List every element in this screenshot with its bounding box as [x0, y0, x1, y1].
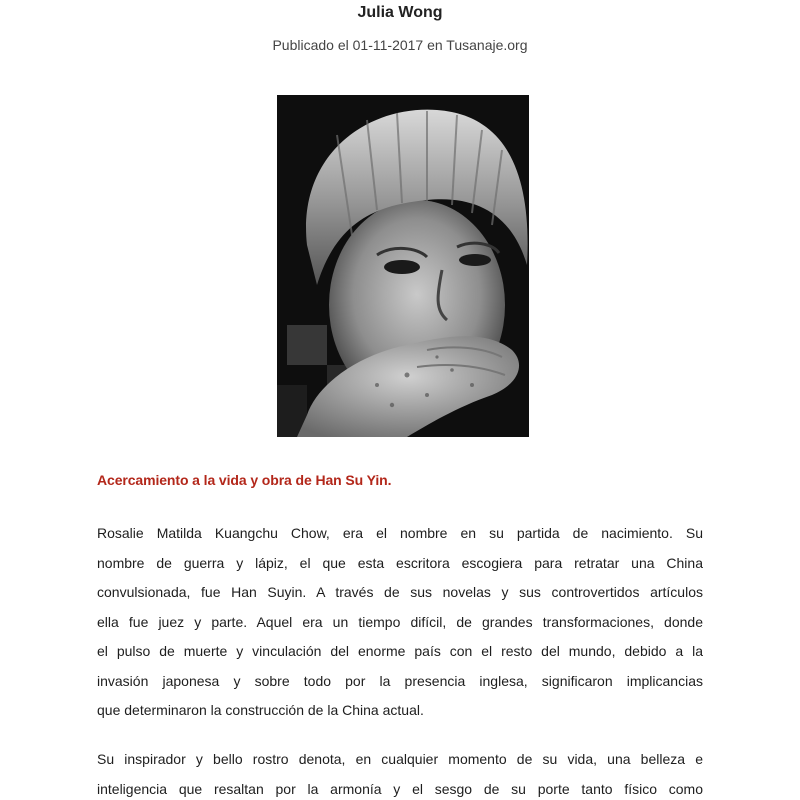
author-name: Julia Wong: [357, 4, 443, 21]
paragraph-line: que determinaron la construcción de la China actual.: [97, 702, 424, 718]
paragraph-line: Su inspirador y bello rostro denota, en cualquier momento de su vida, una belleza e: [97, 751, 703, 767]
paragraph-line: ella fue juez y parte. Aquel era un tiempo difícil, de grandes transformaciones, donde: [97, 613, 703, 630]
article-subtitle: Acercamiento a la vida y obra de Han Su Yin.: [97, 472, 392, 488]
paragraph-line: convulsionada, fue Han Suyin. A través de sus novelas y sus controvertidos artículos: [97, 584, 703, 600]
publication-info: Publicado el 01-11-2017 en Tusanaje.org: [272, 37, 528, 53]
paragraph-line: nombre de guerra y lápiz, el que esta escritora escogiera para retratar una China: [97, 554, 703, 571]
portrait-photo: [277, 95, 529, 437]
paragraph-line: el pulso de muerte y vinculación del enorme país con el resto del mundo, debido a la: [97, 643, 703, 659]
paragraph-line: inteligencia que resaltan por la armonía y el sesgo de su porte tanto físico como: [97, 780, 703, 797]
paragraph-line: Rosalie Matilda Kuangchu Chow, era el nombre en su partida de nacimiento. Su: [97, 525, 703, 541]
article-paragraph-2: [97, 745, 703, 800]
portrait-photo-icon: [277, 95, 529, 437]
paragraph-line: invasión japonesa y sobre todo por la presencia inglesa, significaron implicancias: [97, 672, 703, 689]
article-paragraph-1: [97, 519, 703, 726]
